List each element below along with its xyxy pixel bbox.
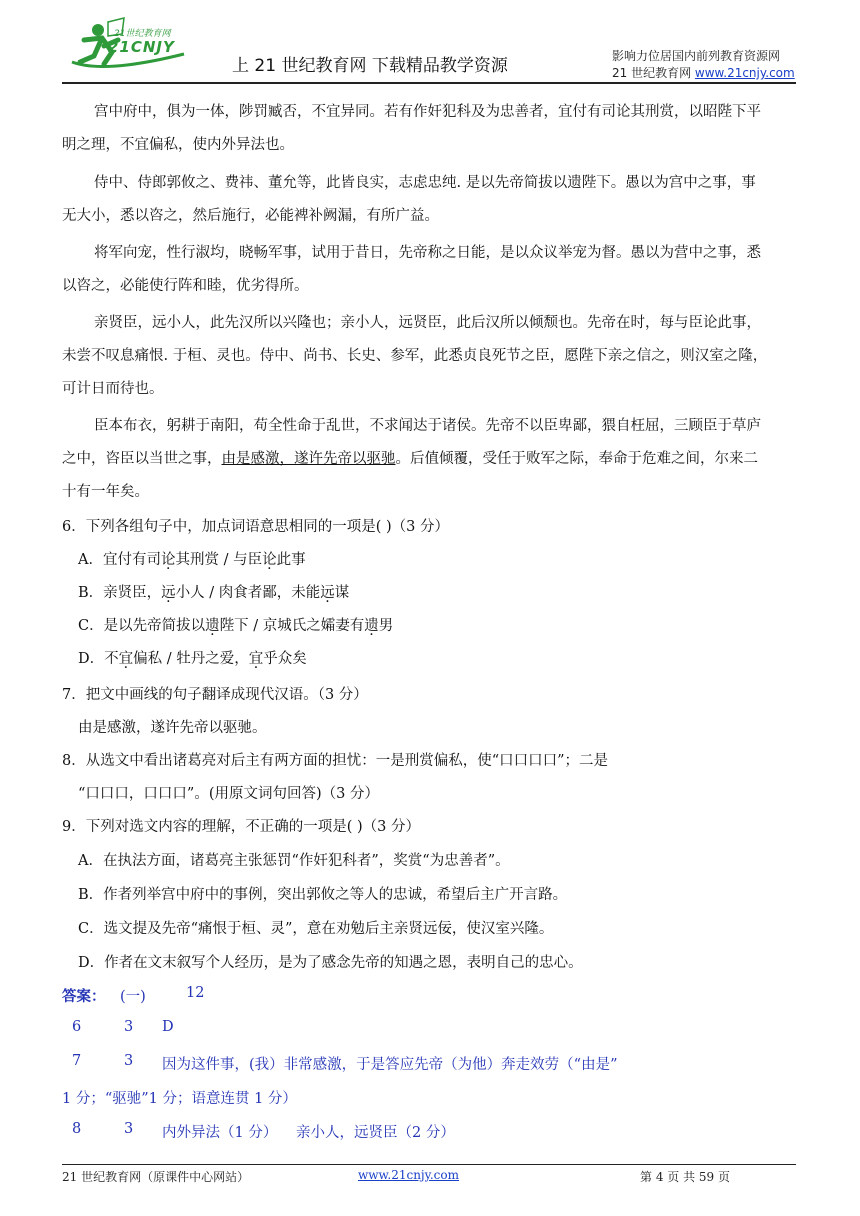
question-8-line1: 8．从选文中看出诸葛亮对后主有两方面的担忧：一是刑赏偏私，使“口口口口”；二是 xyxy=(62,753,609,769)
header-title: 上 21 世纪教育网 下载精品教学资源 xyxy=(232,56,508,76)
answer-8-part2: 亲小人，远贤臣（2 分） xyxy=(296,1125,455,1141)
question-9: 9．下列对选文内容的理解，不正确的一项是( )（3 分） xyxy=(62,819,420,835)
passage-p5-line2-start: 之中，咨臣以当世之事， xyxy=(62,451,222,467)
passage-p1-line2: 明之理，不宜偏私，使内外异法也。 xyxy=(62,137,294,153)
passage-p2-line2: 无大小，悉以咨之，然后施行，必能裨补阙漏，有所广益。 xyxy=(62,208,439,224)
option-text: 男 xyxy=(378,618,394,634)
passage-p4-line3: 可计日而待也。 xyxy=(62,381,164,397)
site-logo xyxy=(64,16,204,76)
passage-p2-line1: 侍中、侍郎郭攸之、费祎、董允等，此皆良实，志虑忠纯. 是以先帝简拔以遗陛下。愚以为宫中之事，事 xyxy=(94,175,756,191)
passage-p4-line2: 未尝不叹息痛恨. 于桓、灵也。侍中、尚书、长史、参军，此悉贞良死节之臣，愿陛下亲之信之，则汉室之隆， xyxy=(62,348,768,364)
option-text: 小人 / 肉食者鄙，未能 xyxy=(175,585,321,601)
dotted-word: 远 xyxy=(320,585,335,601)
dotted-word: 宜 xyxy=(248,651,264,667)
passage-p3-line1: 将军向宠，性行淑均，晓畅军事，试用于昔日，先帝称之日能，是以众议举宠为督。愚以为营中之事，悉 xyxy=(94,245,761,261)
answer-7-number: 7 xyxy=(72,1053,82,1069)
answer-section: (一) xyxy=(120,989,146,1005)
header-rule xyxy=(62,82,796,84)
passage-p1-line1: 宫中府中，俱为一体，陟罚臧否，不宜异同。若有作奸犯科及为忠善者，宜付有司论其刑赏，以昭陛下平 xyxy=(94,104,761,120)
passage-p5-line3: 十有一年矣。 xyxy=(62,484,149,500)
answer-8-number: 8 xyxy=(72,1121,82,1137)
footer-rule xyxy=(62,1164,796,1165)
question-6: 6．下列各组句子中，加点词语意思相同的一项是( )（3 分） xyxy=(62,519,449,535)
option-text: B．亲贤臣， xyxy=(78,585,162,601)
header-site-line xyxy=(612,64,795,81)
header-site-name: 21 世纪教育网 xyxy=(612,66,695,80)
question-9-option-d: D．作者在文末叙写个人经历，是为了感念先帝的知遇之恩，表明自己的忠心。 xyxy=(78,955,583,971)
option-text: C．是以先帝简拔以 xyxy=(78,618,206,634)
dotted-word: 宜 xyxy=(118,651,134,667)
answer-label: 答案： xyxy=(62,988,106,1005)
page-number: 第 4 页 共 59 页 xyxy=(640,1170,730,1184)
passage-p3-line2: 以咨之，必能使行阵和睦，优劣得所。 xyxy=(62,278,309,294)
question-6-option-b xyxy=(78,581,349,602)
question-7: 7．把文中画线的句子翻译成现代汉语。（3 分） xyxy=(62,687,368,703)
option-text: 其刑赏 / 与臣 xyxy=(175,552,263,568)
question-8-line2: “口口口，口口口”。(用原文词句回答)（3 分） xyxy=(78,786,379,802)
passage-p5-line1: 臣本布衣，躬耕于南阳，苟全性命于乱世，不求闻达于诸侯。先帝不以臣卑鄙，猥自枉屈，三顾臣于草庐 xyxy=(94,418,761,434)
option-text: 谋 xyxy=(334,585,350,601)
option-text: 陛下 / 京城氏之孀妻有 xyxy=(219,618,365,634)
dotted-word: 遗 xyxy=(364,618,379,634)
footer-url[interactable]: www.21cnjy.com xyxy=(358,1168,459,1182)
answer-7-score: 3 xyxy=(124,1053,134,1069)
dotted-word: 遗 xyxy=(205,618,220,634)
answer-8-part1: 内外异法（1 分） xyxy=(162,1125,278,1141)
question-9-option-b: B．作者列举宫中府中的事例，突出郭攸之等人的忠诚，希望后主广开言路。 xyxy=(78,887,568,903)
answer-6-score: 3 xyxy=(124,1019,134,1035)
question-6-option-c xyxy=(78,614,393,635)
logo-big-text: 21CNJY xyxy=(108,38,175,56)
option-text: 此事 xyxy=(276,552,306,568)
answer-6-value: D xyxy=(162,1019,174,1035)
option-text: 偏私 / 牡丹之爱， xyxy=(133,651,249,667)
question-7-sentence: 由是感激，遂许先帝以驱驰。 xyxy=(78,720,267,736)
answer-6-number: 6 xyxy=(72,1019,82,1035)
option-text: D．不 xyxy=(78,651,119,667)
passage-p5-line2 xyxy=(62,449,758,469)
logo-small-text: 21世纪教育网 xyxy=(114,29,171,39)
header-site-link[interactable]: www.21cnjy.com xyxy=(694,66,795,80)
question-6-option-a xyxy=(78,548,306,569)
question-9-option-c: C．选文提及先帝“痛恨于桓、灵”，意在劝勉后主亲贤远佞，使汉室兴隆。 xyxy=(78,921,554,937)
underlined-sentence: 由是感激，遂许先帝以驱驰 xyxy=(221,451,396,467)
answer-8-score: 3 xyxy=(124,1121,134,1137)
question-6-option-d xyxy=(78,647,307,668)
dotted-word: 论 xyxy=(160,552,176,568)
answer-7-text: 因为这件事，(我）非常感激，于是答应先帝（为他）奔走效劳（“由是” xyxy=(162,1057,618,1073)
answer-section-score: 12 xyxy=(186,985,205,1001)
answer-7-scoring: 1 分；“驱驰”1 分；语意连贯 1 分） xyxy=(62,1091,297,1107)
dotted-word: 论 xyxy=(262,552,277,568)
dotted-word: 远 xyxy=(161,585,176,601)
passage-p4-line1: 亲贤臣，远小人，此先汉所以兴隆也；亲小人，远贤臣，此后汉所以倾颓也。先帝在时，每与臣论此事， xyxy=(94,315,761,331)
passage-p5-line2-end: 。后值倾覆，受任于败军之际，奉命于危难之间，尔来二 xyxy=(395,451,758,467)
footer-link[interactable] xyxy=(358,1168,459,1182)
option-text: A．宜付有司 xyxy=(78,552,161,568)
header-slogan: 影响力位居国内前列教育资源网 xyxy=(612,49,781,63)
footer-site-name: 21 世纪教育网（原课件中心网站） xyxy=(62,1170,250,1184)
question-9-option-a: A．在执法方面，诸葛亮主张惩罚“作奸犯科者”，奖赏“为忠善者”。 xyxy=(78,853,510,869)
option-text: 乎众矣 xyxy=(263,651,307,667)
